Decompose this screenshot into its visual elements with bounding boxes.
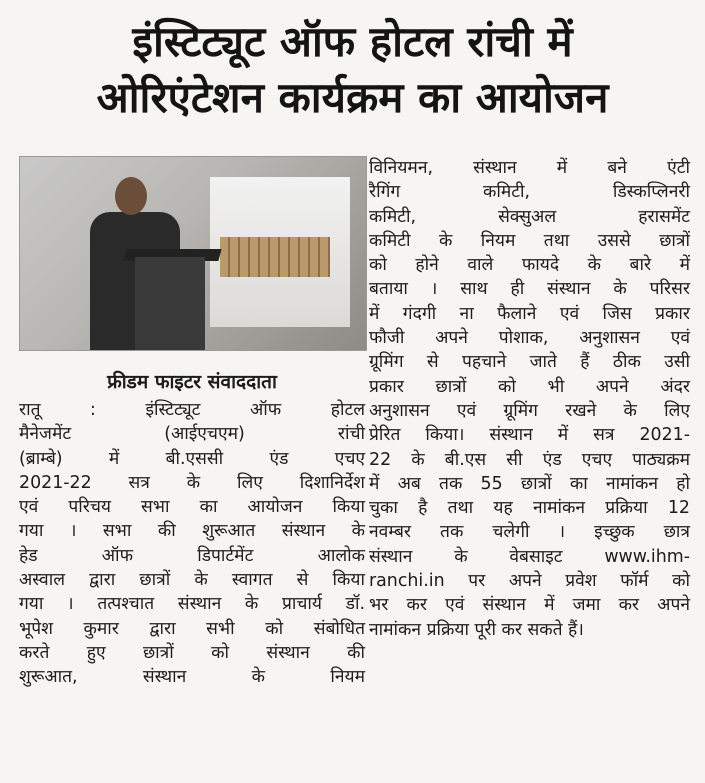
text-line: संस्थान के वेबसाइट www.ihm- xyxy=(369,546,690,567)
text-line: एवं परिचय सभा का आयोजन किया xyxy=(19,497,365,518)
text-line: में गंदगी ना फैलाने एवं जिस प्रकार xyxy=(369,303,690,324)
text-line: 2021-22 सत्र के लिए दिशानिर्देश xyxy=(19,472,365,493)
article-photo xyxy=(19,156,367,351)
text-line: (ब्राम्बे) में बी.एससी एंड एचए xyxy=(19,448,365,469)
article-body-right xyxy=(369,156,690,642)
text-line: नामांकन प्रक्रिया पूरी कर सकते हैं। xyxy=(369,619,584,640)
podium xyxy=(135,257,205,350)
text-line: अनुशासन एवं ग्रूमिंग रखने के लिए xyxy=(369,400,690,421)
byline: फ्रीडम फाइटर संवाददाता xyxy=(107,371,277,393)
text-line: ranchi.in पर अपने प्रवेश फॉर्म को xyxy=(369,571,690,592)
text-line: हेड ऑफ डिपार्टमेंट आलोक xyxy=(19,545,365,566)
text-line: शुरूआत, संस्थान के नियम xyxy=(19,667,365,688)
text-line: भर कर एवं संस्थान में जमा कर अपने xyxy=(369,595,690,616)
speaker-head xyxy=(115,177,147,215)
article-body-left xyxy=(19,398,365,690)
text-line: भूपेश कुमार द्वारा सभी को संबोधित xyxy=(19,618,365,639)
text-line: में अब तक 55 छात्रों का नामांकन हो xyxy=(369,473,690,494)
text-line: गया । तत्पश्चात संस्थान के प्राचार्य डॉ. xyxy=(19,594,365,615)
text-line: फौजी अपने पोशाक, अनुशासन एवं xyxy=(369,328,690,349)
text-line: को होने वाले फायदे के बारे में xyxy=(369,255,690,276)
text-line: बताया । साथ ही संस्थान के परिसर xyxy=(369,279,690,300)
text-line: प्रेरित किया। संस्थान में सत्र 2021- xyxy=(369,425,690,446)
headline xyxy=(0,14,705,126)
text-line: ग्रूमिंग से पहचाने जाते हैं ठीक उसी xyxy=(369,352,690,373)
text-line: 22 के बी.एस सी एंड एचए पाठ्यक्रम xyxy=(369,449,690,470)
text-line: प्रकार छात्रों को भी अपने अंदर xyxy=(369,376,690,397)
headline-line-1: इंस्टिट्यूट ऑफ होटल रांची में xyxy=(132,17,573,66)
text-line: मैनेजमेंट (आईएचएम) रांची xyxy=(19,424,365,445)
text-line: गया । सभा की शुरूआत संस्थान के xyxy=(19,521,365,542)
headline-line-2: ओरिएंटेशन कार्यक्रम का आयोजन xyxy=(96,73,609,122)
text-line: विनियमन, संस्थान में बने एंटी xyxy=(369,158,690,178)
text-line: नवम्बर तक चलेगी । इच्छुक छात्र xyxy=(369,522,690,543)
text-line: कमिटी के नियम तथा उससे छात्रों xyxy=(369,230,690,251)
text-line: रातू : इंस्टिट्यूट ऑफ होटल xyxy=(19,400,365,420)
text-line: चुका है तथा यह नामांकन प्रक्रिया 12 xyxy=(369,498,690,519)
text-line: अस्वाल द्वारा छात्रों के स्वागत से किया xyxy=(19,570,365,591)
building-image xyxy=(220,237,330,277)
text-line: कमिटी, सेक्सुअल हरासमेंट xyxy=(369,206,690,227)
text-line: करते हुए छात्रों को संस्थान की xyxy=(19,642,365,663)
text-line: रैगिंग कमिटी, डिस्कप्लिनरी xyxy=(369,182,690,203)
